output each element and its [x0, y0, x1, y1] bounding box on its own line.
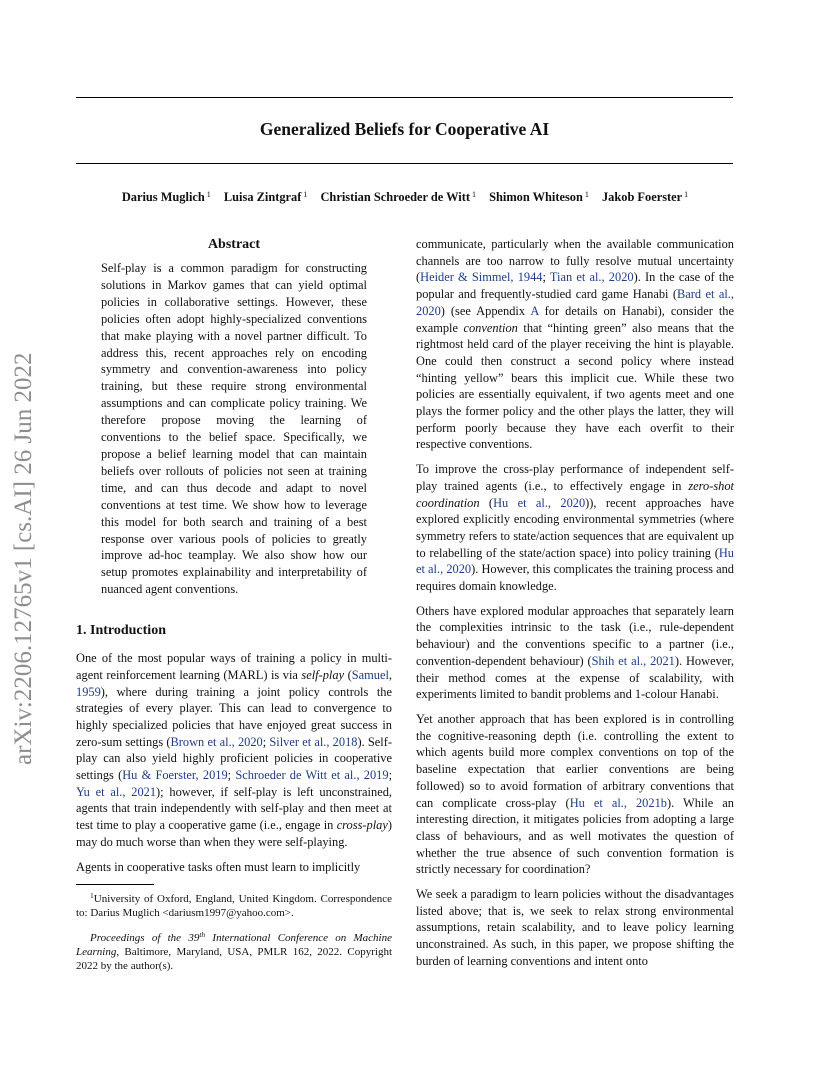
- body-paragraph: To improve the cross-play performance of independent self-play trained agents (i.e., to effectively engage in zero-shot coordination (Hu et al., 2020)), recent approaches have explored explicitly encoding environmental symmetries (where symmetry refers to state/action sequences that are equivalent up to relabelling of the state/action space) into policy training (Hu et al., 2020). However, this complicates the training process and requires domain knowledge.: [416, 462, 734, 594]
- right-column: [416, 236, 734, 978]
- footnote-block: [76, 889, 392, 981]
- author-list: [60, 190, 750, 205]
- section-heading-introduction: 1. Introduction: [76, 623, 166, 639]
- citation-link[interactable]: Yu et al., 2021: [76, 784, 157, 799]
- citation-link[interactable]: Brown et al., 2020: [170, 734, 263, 749]
- abstract-heading: Abstract: [207, 237, 261, 252]
- body-paragraph: Yet another approach that has been explored is in controlling the cognitive-reasoning depth (i.e. controlling the extent to which agents build more complex conventions on top of the baseline expectation that earlier conventions are being followed) so to avoid formation of arbitrary conventions that can complicate cross-play (Hu et al., 2021b). While an interesting direction, it mitigates policies from adopting a large class of behaviours, and as well motivates the question of whether the true absence of such convention formation is strictly necessary for coordination?: [416, 711, 734, 877]
- author: Darius Muglich $^1$: [121, 190, 211, 204]
- intro-paragraph-1: One of the most popular ways of training a policy in multi-agent reinforcement learning (MARL) is via self-play (Samuel, 1959), where during training a joint policy controls the strategies of every player. This can lead to convergence to highly specialized policies that have enjoyed great success in zero-sum settings (Brown et al., 2020; Silver et al., 2018). Self-play can also yield highly proficient policies in cooperative settings (Hu & Foerster, 2019; Schroeder de Witt et al., 2019; Yu et al., 2021); however, if self-play is left unconstrained, agents that train independently with self-play and then meet at test time to play a cooperative game (i.e., engage in cross-play) may do much worse than when they were self-playing.: [76, 651, 393, 849]
- arxiv-stamp: arXiv:2206.12765v1 [cs.AI] 26 Jun 2022: [10, 352, 37, 765]
- citation-link[interactable]: Hu et al., 2020: [493, 495, 586, 510]
- paper-title: Generalized Beliefs for Cooperative AI: [259, 119, 550, 139]
- citation-link[interactable]: Shih et al., 2021: [591, 653, 675, 668]
- title-rule-top: [76, 97, 733, 98]
- citation-link[interactable]: Hu & Foerster, 2019: [122, 768, 228, 783]
- body-paragraph: Others have explored modular approaches that separately learn the complexities intrinsic to the task (i.e., rule-dependent behaviour) and the conventions specific to a partner (i.e., convention-dependent behaviour) (Shih et al., 2021). However, their method comes at the expense of scalability, with experiments limited to bandit problems and 1-colour Hanabi.: [416, 603, 734, 702]
- body-paragraph: communicate, particularly when the available communication channels are too narrow to fully resolve mutual uncertainty (Heider & Simmel, 1944; Tian et al., 2020). In the case of the popular and frequently-studied card game Hanabi (Bard et al., 2020) (see Appendix A for details on Hanabi), consider the example convention that “hinting green” also means that the rightmost held card of the player receiving the hint is playable. One could then construct a second policy where instead “hinting yellow” bears this implicit cue. While these two policies are essentially equivalent, if two agents meet and one plays the former policy and the other plays the latter, they will perform poorly because they have each overfit to their respective conventions.: [416, 237, 735, 452]
- citation-link[interactable]: 1959: [76, 684, 101, 699]
- intro-paragraph-2: Agents in cooperative tasks often must learn to implicitly: [76, 859, 361, 874]
- citation-link[interactable]: Heider & Simmel, 1944: [420, 270, 543, 285]
- left-column: [76, 236, 392, 883]
- author: Jakob Foerster $^1$: [601, 190, 689, 204]
- body-paragraph: We seek a paradigm to learn policies without the disadvantages listed above; that is, we seek to relax strong environmental assumptions, retain scalability, and to leave policy learning unconstrained. As such, in this paper, we propose shifting the burden of learning conventions and intent onto: [416, 887, 734, 968]
- abstract-text: Self-play is a common paradigm for constructing solutions in Markov games that can yield optimal policies in collaborative settings. However, these policies often adopt highly-specialized conventions that make playing with a novel partner difficult. To address this, recent approaches rely on encoding symmetry and convention-awareness into policy training, but these require strong environmental assumptions and can complicate policy training. We therefore propose moving the learning of conventions to the belief space. Specifically, we propose a belief learning model that can maintain beliefs over rollouts of policies not seen at training time, and can thus decode and adapt to novel conventions at test time. We show how to leverage this model for both search and training of a best response over various pools of policies to greatly improve ad-hoc teamplay. We also show how our setup promotes explainability and interpretability of nuanced agent conventions.: [101, 261, 367, 597]
- author: Christian Schroeder de Witt $^1$: [320, 190, 476, 204]
- author: Shimon Whiteson $^1$: [489, 190, 589, 204]
- appendix-link[interactable]: A: [530, 303, 539, 318]
- citation-link[interactable]: Schroeder de Witt et al., 2019: [235, 768, 389, 783]
- citation-link[interactable]: Samuel: [351, 667, 389, 682]
- proceedings-note: Proceedings of the 39th International Conference on Machine Learning, Baltimore, Maryland, USA, PMLR 162, 2022. Copyright 2022 by the author(s).: [76, 930, 392, 972]
- citation-link[interactable]: Tian et al., 2020: [549, 270, 634, 285]
- title-rule-bottom: [76, 163, 733, 164]
- citation-link[interactable]: Hu et al., 2021b: [569, 795, 667, 810]
- citation-link[interactable]: Silver et al., 2018: [269, 734, 358, 749]
- footnote-rule: [76, 884, 154, 885]
- author: Luisa Zintgraf $^1$: [223, 190, 308, 204]
- citation-link[interactable]: Bard et al., 2020: [416, 287, 734, 318]
- affiliation-footnote: $^1$University of Oxford, England, United Kingdom. Correspondence to: Darius Muglich <dariusm1997@yahoo.com>.: [76, 891, 392, 919]
- citation-link[interactable]: Hu et al., 2020: [416, 545, 734, 577]
